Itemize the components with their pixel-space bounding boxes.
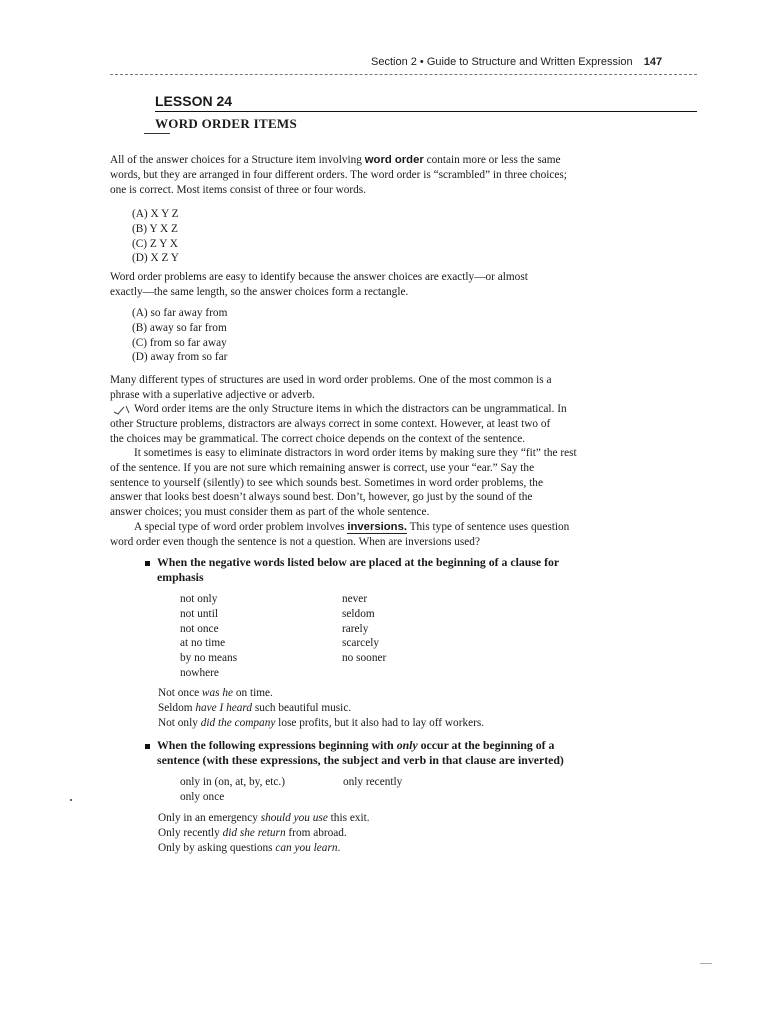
paragraph-inversions	[110, 520, 698, 550]
para5-line-2: of the sentence. If you are not sure which remaining answer is correct, use your “ear.” Say the	[110, 461, 535, 474]
paragraph-eliminate	[110, 446, 698, 520]
example-so-far-item: (D) away from so far	[132, 351, 228, 364]
example-inverted: should you use	[260, 812, 328, 824]
page-number: 147	[643, 56, 663, 68]
negative-word: never	[342, 593, 368, 605]
scan-mark	[700, 963, 712, 964]
para5-line-3: sentence to yourself (silently) to see which sounds best. Sometimes in word order problems, the	[110, 476, 543, 489]
example-pre: Only in an emergency	[158, 812, 261, 824]
negative-words-left-column	[180, 592, 237, 681]
bullet2-only: only	[396, 738, 418, 752]
para5-line-4: answer that looks best doesn’t always sound best. Don’t, however, go just by the sound of the	[110, 491, 533, 504]
negative-examples	[158, 686, 484, 730]
only-expression: only once	[180, 790, 225, 803]
example-inverted: did the company	[200, 716, 276, 729]
example-pre: Not once	[158, 687, 202, 699]
bullet-only-expressions	[157, 738, 687, 768]
intro-line-2: words, but they are arranged in four different orders. The word order is “scrambled” in three choices;	[110, 168, 567, 181]
intro-keyword: word order	[364, 154, 424, 166]
lesson-label: LESSON 24	[155, 93, 233, 109]
bullet1-line-1: When the negative words listed below are placed at the beginning of a clause for	[157, 555, 560, 569]
example-sentence	[158, 701, 484, 716]
negative-word: by no means	[180, 652, 238, 665]
title-underline	[144, 133, 170, 134]
example-xyz-item: (C) Z Y X	[132, 237, 178, 250]
bullet-negative-words	[157, 555, 687, 585]
negative-word: rarely	[342, 622, 369, 635]
lesson-rule	[155, 111, 697, 112]
paragraph-types	[110, 373, 698, 403]
running-head	[371, 56, 662, 68]
running-head-text: Section 2 • Guide to Structure and Written Expression	[371, 56, 633, 68]
example-inverted: have I heard	[195, 701, 253, 714]
para6-line-2: word order even though the sentence is not a question. When are inversions used?	[110, 535, 480, 548]
example-xyz-list	[132, 207, 179, 266]
example-inverted: can you learn	[275, 841, 338, 854]
negative-word: nowhere	[180, 666, 219, 679]
only-expression: only in (on, at, by, etc.)	[180, 776, 285, 788]
para3-line-1: Many different types of structures are used in word order problems. One of the most common is a	[110, 374, 552, 386]
example-post: from abroad.	[285, 826, 347, 839]
only-expression: only recently	[343, 776, 403, 788]
bullet2-text-a: When the following expressions beginning with	[157, 738, 397, 752]
paragraph-identify	[110, 270, 698, 300]
example-so-far-item: (B) away so far from	[132, 321, 227, 334]
example-pre: Not only	[158, 716, 201, 729]
para5-line-1: It sometimes is easy to eliminate distractors in word order items by making sure they “fit” the rest	[134, 447, 577, 459]
para4-line-2: other Structure problems, distractors are always correct in some context. However, at least two of	[110, 417, 551, 430]
intro-line-1	[110, 153, 698, 168]
negative-word: not once	[180, 622, 219, 635]
bullet-square-icon	[145, 561, 150, 566]
only-expressions-left-column	[180, 775, 285, 805]
example-pre: Seldom	[158, 701, 196, 714]
example-sentence	[158, 841, 370, 856]
negative-word: not until	[180, 607, 218, 620]
only-expressions-right-column	[343, 775, 402, 790]
inversions-keyword: inversions.	[347, 521, 407, 533]
para6-line-1	[110, 520, 698, 535]
bullet2-text-c: occur at the beginning of a	[417, 738, 555, 752]
negative-word: no sooner	[342, 652, 387, 665]
example-so-far-item: (A) so far away from	[132, 307, 228, 319]
example-pre: Only recently	[158, 826, 223, 839]
only-examples	[158, 811, 370, 855]
negative-word: at no time	[180, 637, 226, 650]
example-post: .	[337, 841, 341, 854]
scan-speck	[70, 799, 72, 801]
lesson-title: WORD ORDER ITEMS	[155, 116, 298, 131]
example-post: this exit.	[327, 812, 370, 824]
example-pre: Only by asking questions	[158, 841, 276, 854]
intro-paragraph	[110, 153, 698, 197]
para3-line-2: phrase with a superlative adjective or adverb.	[110, 388, 315, 401]
negative-word: not only	[180, 593, 218, 605]
example-post: such beautiful music.	[252, 701, 352, 714]
example-post: lose profits, but it also had to lay off workers.	[275, 716, 485, 729]
negative-word: scarcely	[342, 637, 380, 650]
intro-line-3: one is correct. Most items consist of three or four words.	[110, 183, 367, 196]
bullet1-line-2: emphasis	[157, 570, 204, 584]
example-so-far-item: (C) from so far away	[132, 336, 227, 349]
example-post: on time.	[233, 687, 273, 699]
para4-line-1: Word order items are the only Structure items in which the distractors can be ungrammatical. In	[134, 403, 567, 415]
example-sentence	[158, 811, 370, 826]
para2-line-2: exactly—the same length, so the answer choices form a rectangle.	[110, 285, 409, 298]
para2-line-1: Word order problems are easy to identify because the answer choices are exactly—or almost	[110, 271, 528, 283]
para6-text-a: A special type of word order problem involves	[134, 521, 348, 533]
example-xyz-item: (B) Y X Z	[132, 222, 178, 235]
para4-line-3: the choices may be grammatical. The correct choice depends on the context of the sentence.	[110, 432, 526, 445]
example-sentence	[158, 686, 484, 701]
bullet-square-icon	[145, 744, 150, 749]
negative-words-right-column	[342, 592, 386, 666]
para6-text-c: This type of sentence uses question	[407, 521, 570, 533]
header-rule	[110, 74, 697, 75]
example-sentence	[158, 826, 370, 841]
example-xyz-item: (D) X Z Y	[132, 252, 179, 265]
negative-word: seldom	[342, 607, 375, 620]
example-inverted: was he	[201, 687, 233, 699]
intro-text-c: contain more or less the same	[423, 154, 561, 166]
example-so-far-list	[132, 306, 227, 365]
bullet2-line-1	[157, 738, 687, 753]
example-sentence	[158, 716, 484, 731]
example-inverted: did she return	[222, 826, 286, 839]
intro-text-a: All of the answer choices for a Structure item involving	[110, 154, 365, 166]
paragraph-ungrammatical	[110, 402, 698, 446]
example-xyz-item: (A) X Y Z	[132, 208, 179, 220]
para5-line-5: answer choices; you must consider them as part of the whole sentence.	[110, 506, 430, 519]
bullet2-line-2: sentence (with these expressions, the subject and verb in that clause are inverted)	[157, 753, 564, 767]
